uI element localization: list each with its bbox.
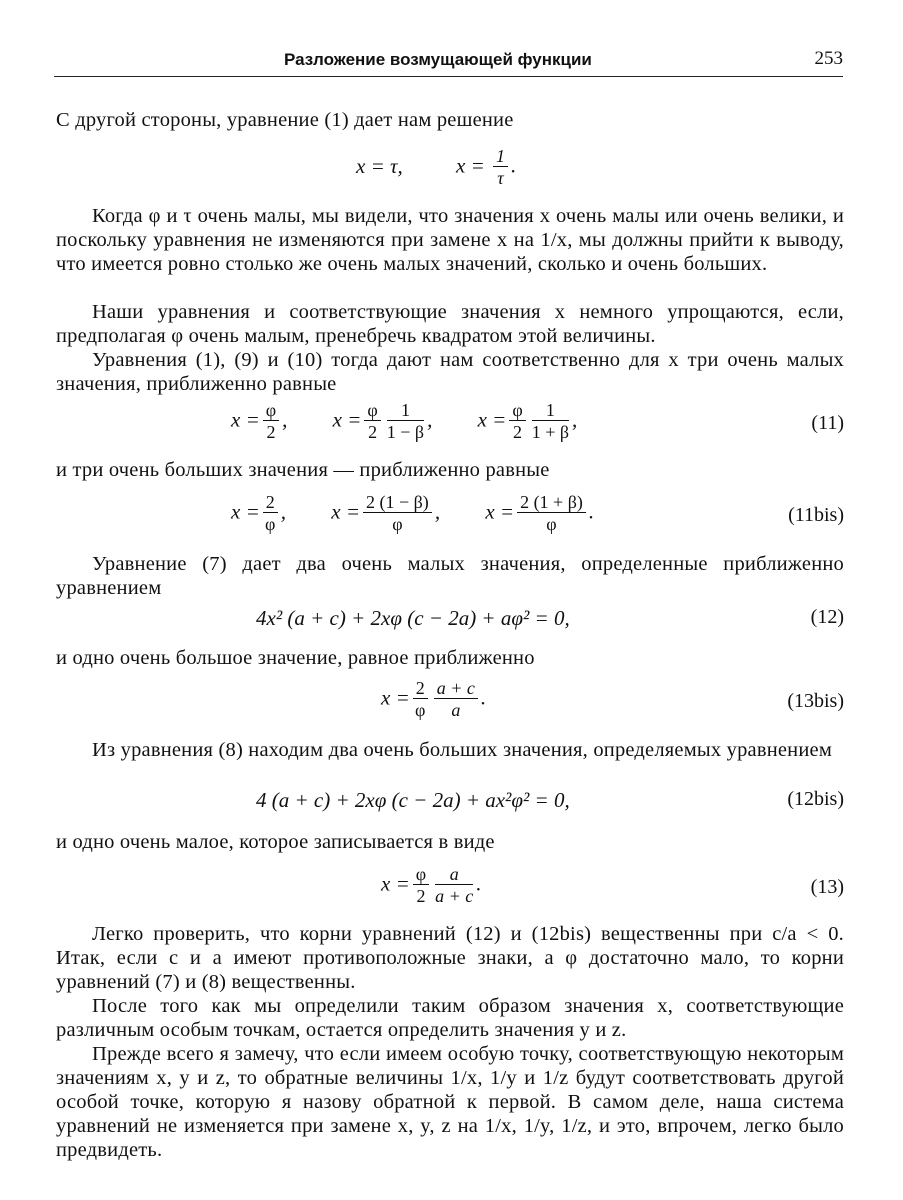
- denominator: 2: [416, 886, 426, 906]
- paragraph-12: Прежде всего я замечу, что если имеем особую точку, соответствующую некоторым значениям x, y и z, то обратные величины 1/x, 1/y и 1/z будут соответствовать другой особой точке, которую я назову обратной к первой. В самом деле, наша система уравнений не изменяется при замене x, y, z на 1/x, 1/y, 1/z, и это, впрочем, легко было предвидеть.: [56, 1043, 844, 1161]
- lhs: x =: [456, 153, 485, 178]
- fraction: [413, 864, 429, 907]
- paragraph-5: и три очень больших значения — приближенно равные: [56, 459, 550, 481]
- equation-12: [56, 600, 844, 648]
- paragraph-7: и одно очень большое значение, равное приближенно: [56, 647, 535, 669]
- fraction: [263, 400, 279, 443]
- fraction: [493, 146, 508, 189]
- formula-12: 4x² (a + c) + 2xφ (c − 2a) + aφ² = 0,: [256, 606, 570, 630]
- lhs-2: x =: [331, 499, 360, 524]
- denominator: φ: [392, 514, 403, 534]
- denominator: φ: [415, 700, 426, 720]
- fraction: [387, 400, 424, 443]
- numerator: 2: [263, 492, 278, 513]
- denominator: 1 + β: [531, 422, 570, 442]
- equation-number: (12bis): [787, 788, 844, 810]
- denominator: a + c: [435, 886, 474, 906]
- lhs-3: x =: [485, 499, 515, 524]
- formula-13bis: x = $\frac{2}{\varphi}$ $\frac{a + c}{a}$ .: [381, 678, 487, 720]
- equation-number: (12): [810, 606, 844, 628]
- denominator: a: [451, 700, 461, 720]
- fraction: [363, 492, 432, 535]
- paragraph-2: Когда φ и τ очень малы, мы видели, что значения x очень малы или очень велики, и поскольку уравнения не изменяются при замене x на 1/x, мы должны прийти к выводу, что имеется ровно столько же очень малых значений, сколько и очень больших.: [56, 205, 844, 275]
- numerator: φ: [413, 864, 429, 885]
- numerator: a: [435, 864, 473, 885]
- numerator: 1: [493, 146, 508, 167]
- numerator: φ: [263, 400, 279, 421]
- fraction: [435, 864, 473, 907]
- lhs-1: x =: [231, 499, 260, 524]
- paragraph-1: С другой стороны, уравнение (1) дает нам решение: [56, 109, 514, 131]
- equation-12bis: [56, 786, 844, 834]
- lhs-1: x =: [231, 407, 260, 432]
- paragraph-10: Легко проверить, что корни уравнений (12) и (12bis) вещественны при c/a < 0. Итак, если c и a имеют противоположные знаки, а φ достаточно мало, то корни уравнений (7) и (8) вещественны.: [56, 923, 844, 993]
- numerator: a + c: [434, 678, 478, 699]
- equation-13: [56, 864, 844, 912]
- fraction: [434, 678, 478, 721]
- equation-number: (13bis): [787, 690, 844, 712]
- denominator: 2: [368, 422, 378, 442]
- equation-number: (11): [811, 412, 844, 434]
- lhs: x =: [381, 685, 410, 710]
- page-header: [54, 46, 843, 77]
- formula-x-tau: x = τ,: [356, 154, 403, 178]
- fraction: [509, 400, 525, 443]
- lhs: x =: [381, 871, 410, 896]
- numerator: 1: [387, 400, 424, 421]
- denominator: φ: [546, 514, 557, 534]
- page-number: 253: [814, 48, 843, 69]
- paragraph-11: После того как мы определили таким образом значения x, соответствующие различным особым точкам, остается определить значения y и z.: [56, 995, 844, 1041]
- fraction: [364, 400, 380, 443]
- denominator: φ: [265, 514, 276, 534]
- numerator: φ: [509, 400, 525, 421]
- equation-roots-tau: [56, 146, 844, 194]
- numerator: φ: [364, 400, 380, 421]
- denominator: 1 − β: [386, 422, 425, 442]
- numerator: 1: [532, 400, 569, 421]
- paragraph-4: Уравнения (1), (9) и (10) тогда дают нам соответственно для x три очень малых значения, приближенно равные: [56, 349, 844, 395]
- numerator: 2: [413, 678, 428, 699]
- numerator: 2 (1 − β): [363, 492, 432, 513]
- fraction: [263, 492, 278, 535]
- fraction: [413, 678, 428, 721]
- numerator: 2 (1 + β): [517, 492, 586, 513]
- equation-11bis: [56, 492, 844, 540]
- lhs-3: x =: [477, 407, 507, 432]
- formula-13: x = $\frac{\varphi}{2}$ $\frac{a}{a + c}$ .: [381, 864, 482, 906]
- equation-number: (13): [810, 876, 844, 898]
- formula-11: x = $\frac{\varphi}{2}$ , x = $\frac{\varphi}{2}$ $\frac{1}{1 - \beta}$ , x = $\frac{\varphi}{2}$ $\frac{1}{1 + \beta}$ ,: [231, 400, 578, 442]
- fraction: [517, 492, 586, 535]
- paragraph-9: и одно очень малое, которое записывается в виде: [56, 831, 495, 853]
- equation-11: [56, 400, 844, 448]
- formula-11bis: x = $\frac{2}{\varphi}$ , x = $\frac{2 (1 - \beta)}{\varphi}$ , x = $\frac{2 (1 + \beta)}{\varphi}$ .: [231, 492, 595, 534]
- formula-x-inv-tau: x = $\frac{1}{\tau}$ .: [456, 146, 517, 188]
- formula-12bis: 4 (a + c) + 2xφ (c − 2a) + ax²φ² = 0,: [256, 788, 570, 812]
- paragraph-8: Из уравнения (8) находим два очень больших значения, определяемых уравнением: [92, 739, 832, 761]
- equation-13bis: [56, 678, 844, 726]
- equation-number: (11bis): [788, 504, 844, 526]
- denominator: τ: [497, 168, 504, 188]
- denominator: 2: [513, 422, 523, 442]
- denominator: 2: [266, 422, 276, 442]
- paragraph-3: Наши уравнения и соответствующие значения x немного упрощаются, если, предполагая φ очень малым, пренебречь квадратом этой величины.: [56, 301, 844, 347]
- running-title: Разложение возмущающей функции: [284, 50, 592, 69]
- paragraph-6: Уравнение (7) дает два очень малых значения, определенные приближенно уравнением: [56, 553, 844, 599]
- lhs-2: x =: [332, 407, 362, 432]
- fraction: [532, 400, 569, 443]
